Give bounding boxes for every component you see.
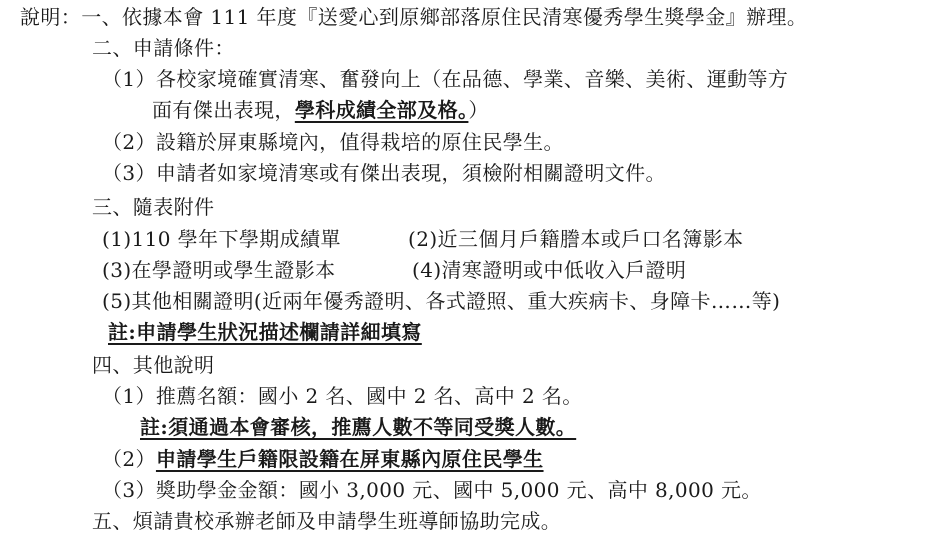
condition-item-2: （2）設籍於屏東縣境內，值得栽培的原住民學生。 [102,130,564,154]
section-3-title: 三、隨表附件 [92,195,215,219]
closing-paren: ） [468,98,489,122]
section-4-title: 四、其他說明 [92,353,215,377]
attachment-item-2: (2)近三個月戶籍謄本或戶口名簿影本 [408,227,744,251]
attachments-row-1 [102,226,744,252]
heading-label: 說明： [20,5,82,29]
review-note: 註:須通過本會審核，推薦人數不等同受獎人數。 [140,415,577,439]
condition-item-1: （1）各校家境確實清寒、奮發向上（在品德、學業、音樂、美術、運動等方 [102,67,789,91]
attachment-item-5: (5)其他相關證明(近兩年優秀證明、各式證照、重大疾病卡、身障卡……等) [102,289,781,313]
attachments-note: 註:申請學生狀況描述欄請詳細填寫 [108,320,422,344]
basis-statement: 一、依據本會 111 年度『送愛心到原鄉部落原住民清寒優秀學生獎學金』辦理。 [81,5,808,29]
condition-item-3: （3）申請者如家境清寒或有傑出表現，須檢附相關證明文件。 [102,161,666,185]
residency-item [102,446,544,472]
section-5: 五、煩請貴校承辦老師及申請學生班導師協助完成。 [92,509,562,533]
residency-requirement: 申請學生戶籍限設籍在屏東縣內原住民學生 [155,447,544,471]
quota-item: （1）推薦名額：國小 2 名、國中 2 名、高中 2 名。 [102,384,583,408]
section-2-title: 二、申請條件： [92,36,235,60]
residency-item-number: （2） [102,447,156,471]
condition-item-1-continued [152,97,489,123]
emphasis-all-subjects-passed: 學科成績全部及格。 [294,98,469,122]
scholarship-amount-item: （3）獎助學金金額：國小 3,000 元、國中 5,000 元、高中 8,000 元。 [102,478,762,502]
attachment-item-3: (3)在學證明或學生證影本 [102,258,336,282]
attachments-row-2 [102,257,687,283]
condition-text: 面有傑出表現， [152,98,295,122]
attachment-item-1: (1)110 學年下學期成績單 [102,227,341,251]
document-line-1 [20,4,807,30]
attachment-item-4: (4)清寒證明或中低收入戶證明 [412,258,687,282]
